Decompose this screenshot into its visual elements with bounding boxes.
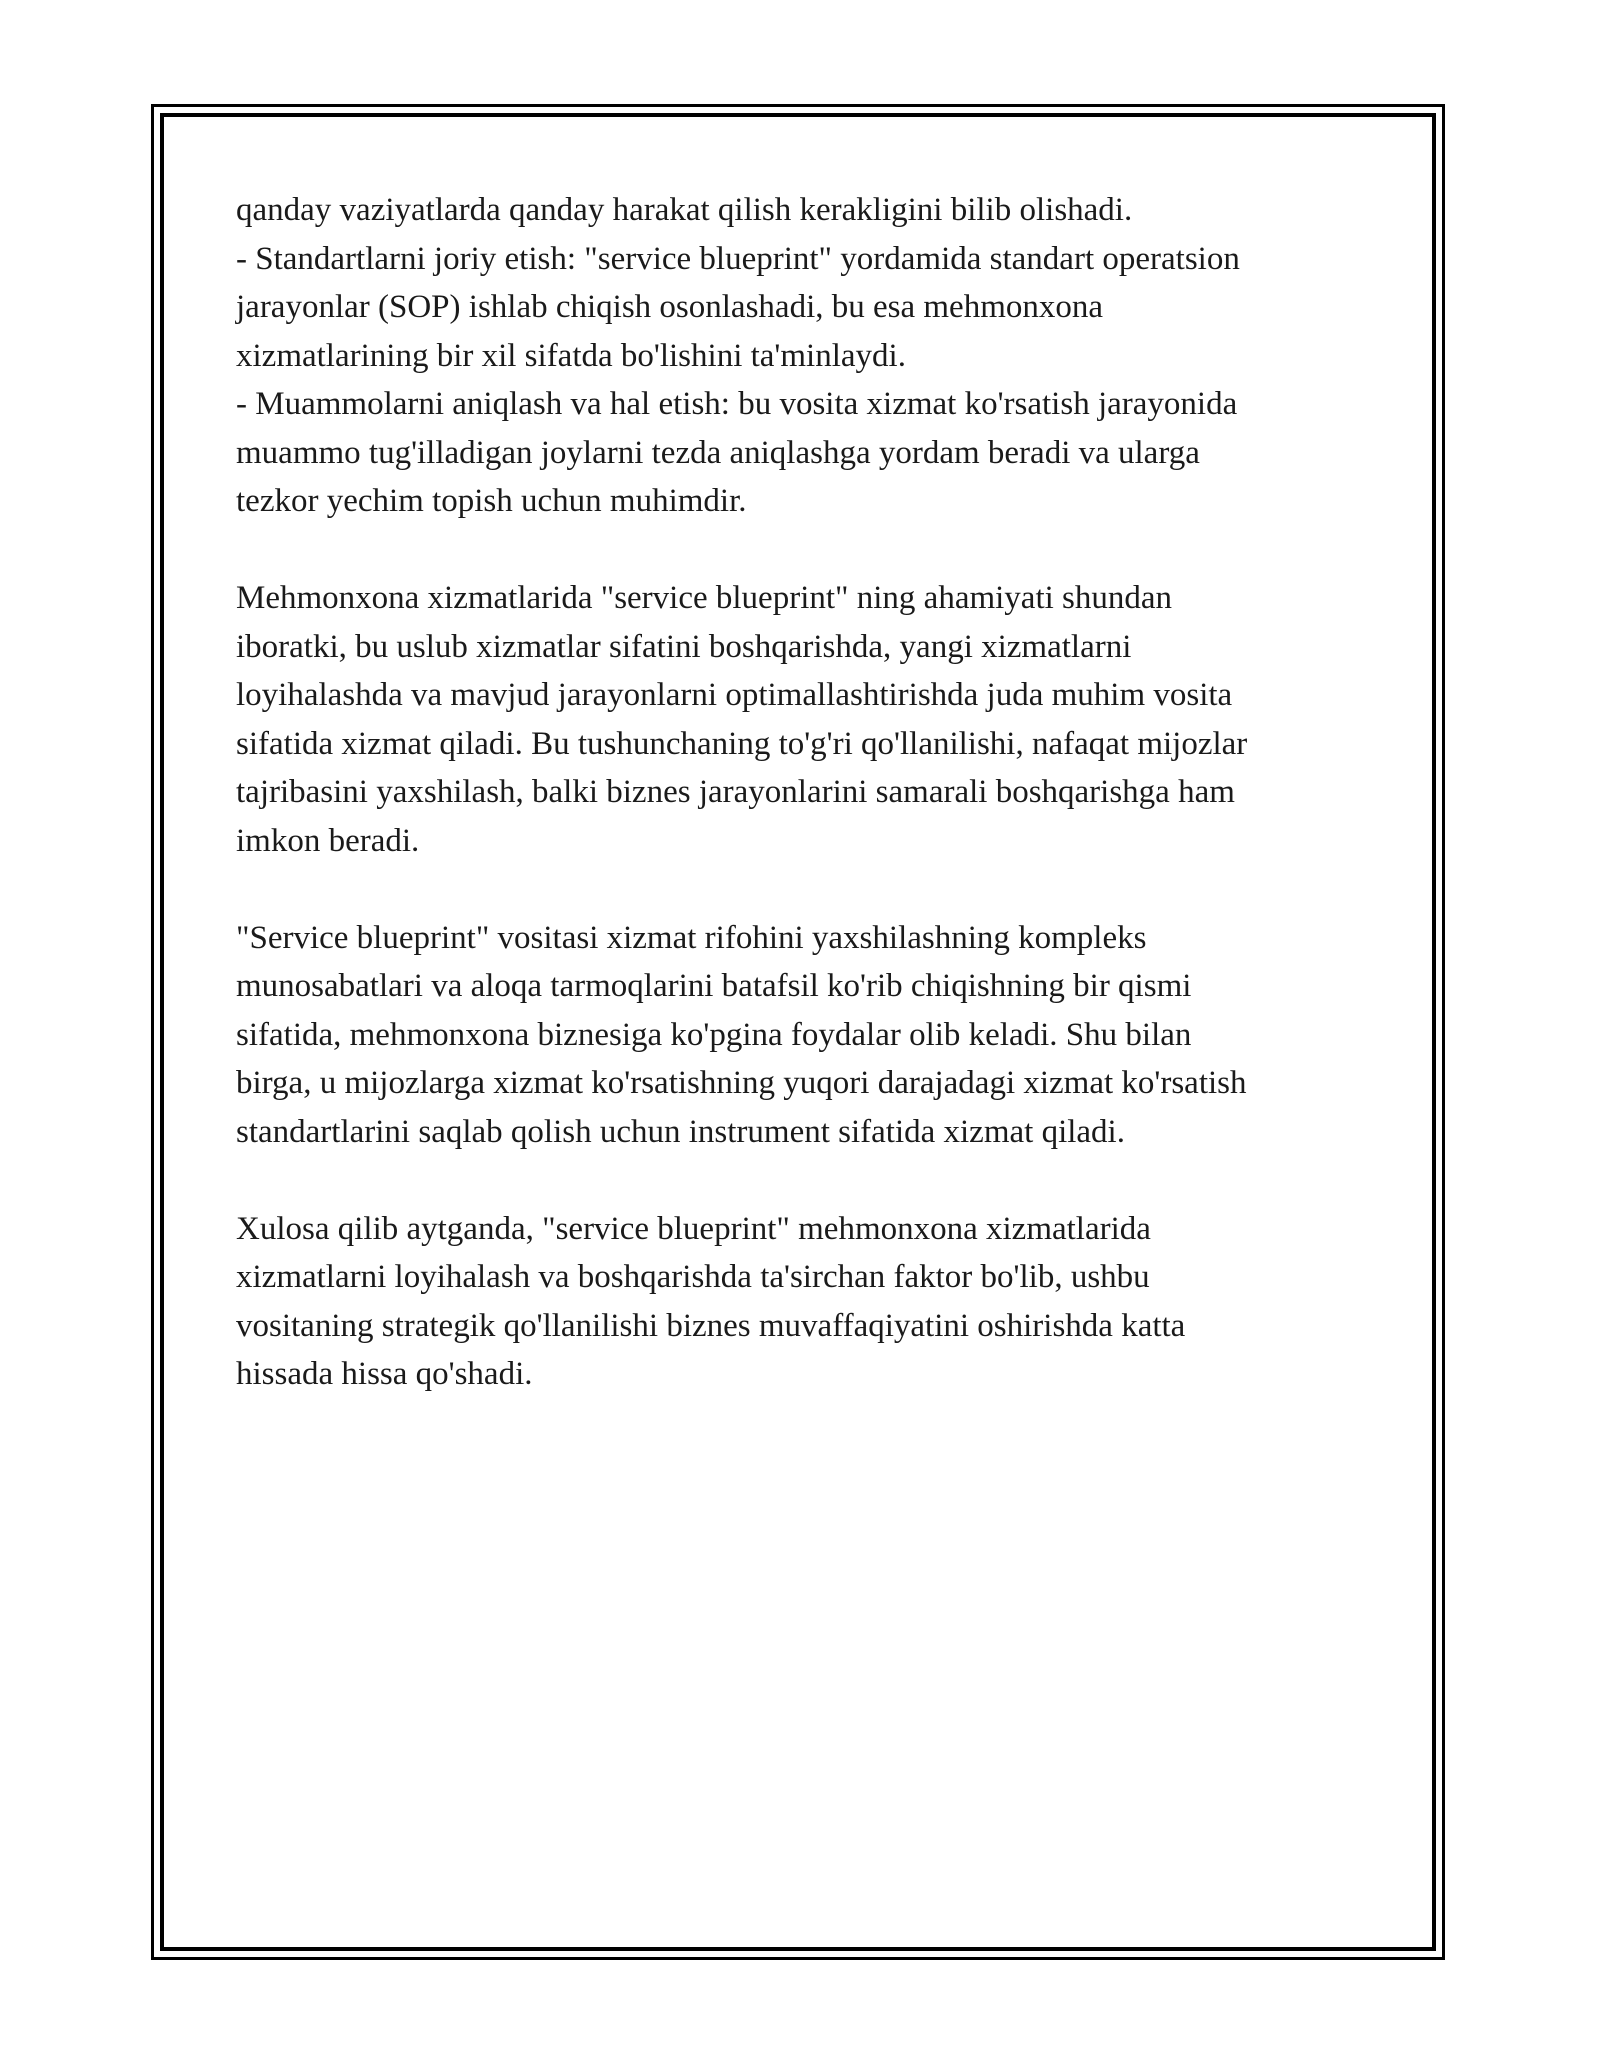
paragraph-3: "Service blueprint" vositasi xizmat rifohini yaxshilashning kompleks munosabatlari va aloqa tarmoqlarini batafsil ko'rib chiqishning bir qismi sifatida, mehmonxona biznesiga ko'pgina foydalar olib keladi. Shu bilan birga, u mijozlarga xizmat ko'rsatishning yuqori darajadagi xizmat ko'rsatish standartlarini saqlab qolish uchun instrument sifatida xizmat qiladi. — [236, 919, 1247, 1150]
paragraph-1: qanday vaziyatlarda qanday harakat qilish kerakligini bilib olishadi. - Standartlarni joriy etish: "service blueprint" yordamida standart operatsion jarayonlar (SOP) ishlab chiqish osonlashadi, bu esa mehmonxona xizmatlarining bir xil sifatda bo'lishini ta'minlaydi. - Muammolarni aniqlash va hal etish: bu vosita xizmat ko'rsatish jarayonida muammo tug'illadigan joylarni tezda aniqlashga yordam beradi va ularga tezkor yechim topish uchun muhimdir. — [236, 192, 1240, 519]
paragraph-2: Mehmonxona xizmatlarida "service blueprint" ning ahamiyati shundan iboratki, bu uslub xizmatlar sifatini boshqarishda, yangi xizmatlarni loyihalashda va mavjud jarayonlarni optimallashtirishda juda muhim vosita sifatida xizmat qiladi. Bu tushunchaning to'g'ri qo'llanilishi, nafaqat mijozlar tajribasini yaxshilash, balki biznes jarayonlarini samarali boshqarishga ham imkon beradi. — [236, 580, 1248, 859]
document-body — [236, 186, 1366, 1447]
paragraph-4: Xulosa qilib aytganda, "service blueprint" mehmonxona xizmatlarida xizmatlarni loyihalash va boshqarishda ta'sirchan faktor bo'lib, ushbu vositaning strategik qo'llanilishi biznes muvaffaqiyatini oshirishda katta hissada hissa qo'shadi. — [236, 1210, 1186, 1392]
